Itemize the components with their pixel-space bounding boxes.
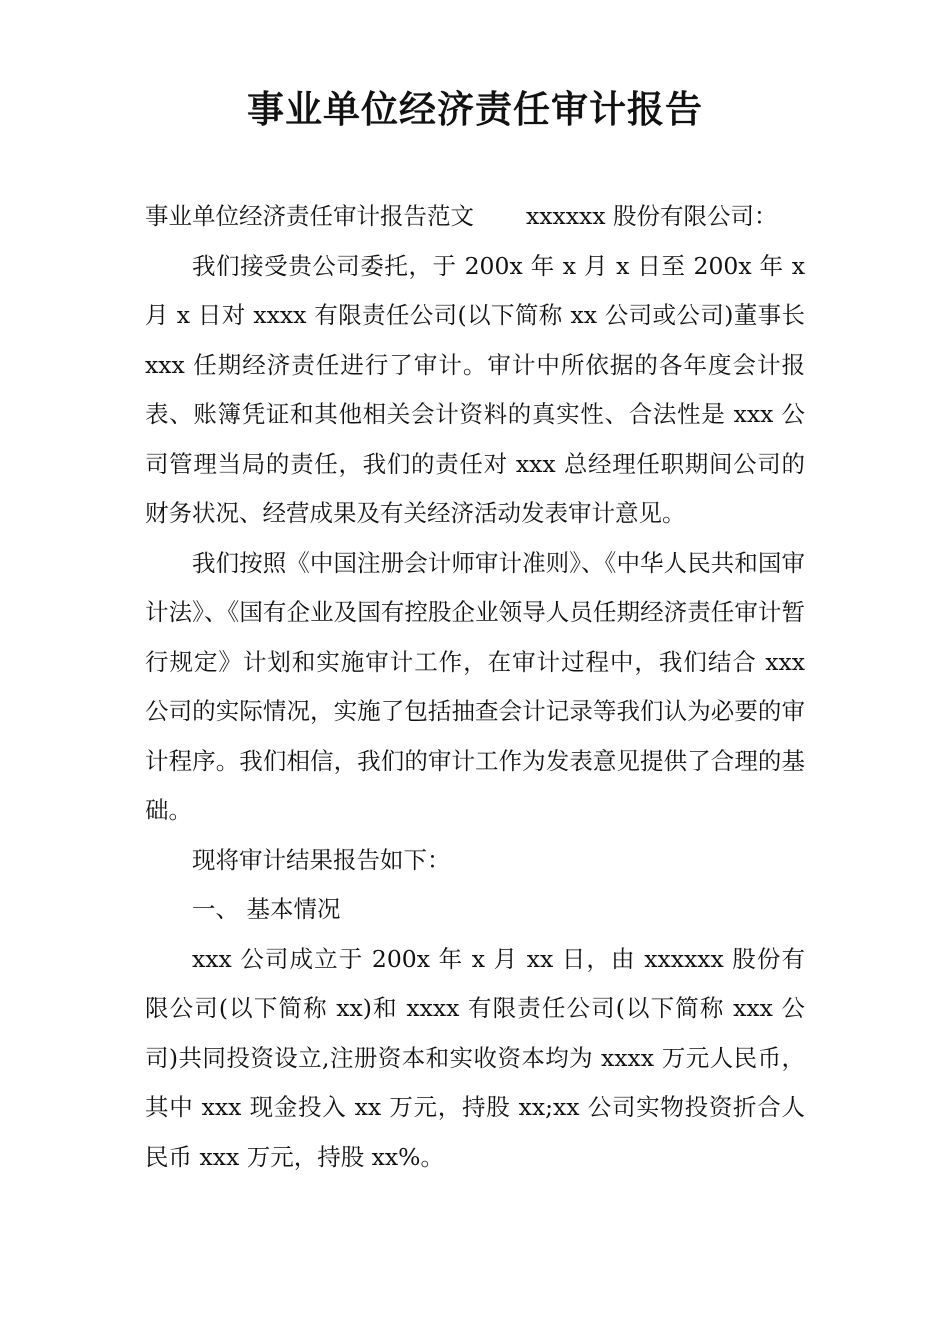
salutation-right: xxxxxx 股份有限公司：	[526, 202, 778, 230]
document-title: 事业单位经济责任审计报告	[247, 87, 703, 131]
paragraph-2: 我们按照《中国注册会计师审计准则》、《中华人民共和国审计法》、《国有企业及国有控股企业领导人员任期经济责任审计暂行规定》计划和实施审计工作，在审计过程中，我们结合 xxx 公司的实际情况，实施了包括抽查会计记录等我们认为必要的审计程序。我们相信，我们的审计工作为发表意见提供了合理的基础。	[145, 548, 805, 824]
paragraph-1: 我们接受贵公司委托，于 200x 年 x 月 x 日至 200x 年 x 月 x 日对 xxxx 有限责任公司(以下简称 xx 公司或公司)董事长 xxx 任期经济责任进行了审计。审计中所依据的各年度会计报表、账簿凭证和其他相关会计资料的真实性、合法性是 xxx 公司管理当局的责任，我们的责任对 xxx 总经理任职期间公司的财务状况、经营成果及有关经济活动发表审计意见。	[145, 251, 805, 527]
document-body	[145, 192, 805, 1182]
salutation-line	[145, 192, 805, 242]
paragraph-3: 现将审计结果报告如下：	[192, 845, 451, 874]
salutation-left: 事业单位经济责任审计报告范文	[145, 202, 474, 230]
section-heading-basic-info: 一、 基本情况	[192, 895, 341, 923]
paragraph-4: xxx 公司成立于 200x 年 x 月 xx 日，由 xxxxxx 股份有限公司(以下简称 xx)和 xxxx 有限责任公司(以下简称 xxx 公司)共同投资设立,注册资本和实收资本均为 xxxx 万元人民币，其中 xxx 现金投入 xx 万元，持股 xx;xx 公司实物投资折合人民币 xxx 万元，持股 xx%。	[145, 944, 805, 1171]
